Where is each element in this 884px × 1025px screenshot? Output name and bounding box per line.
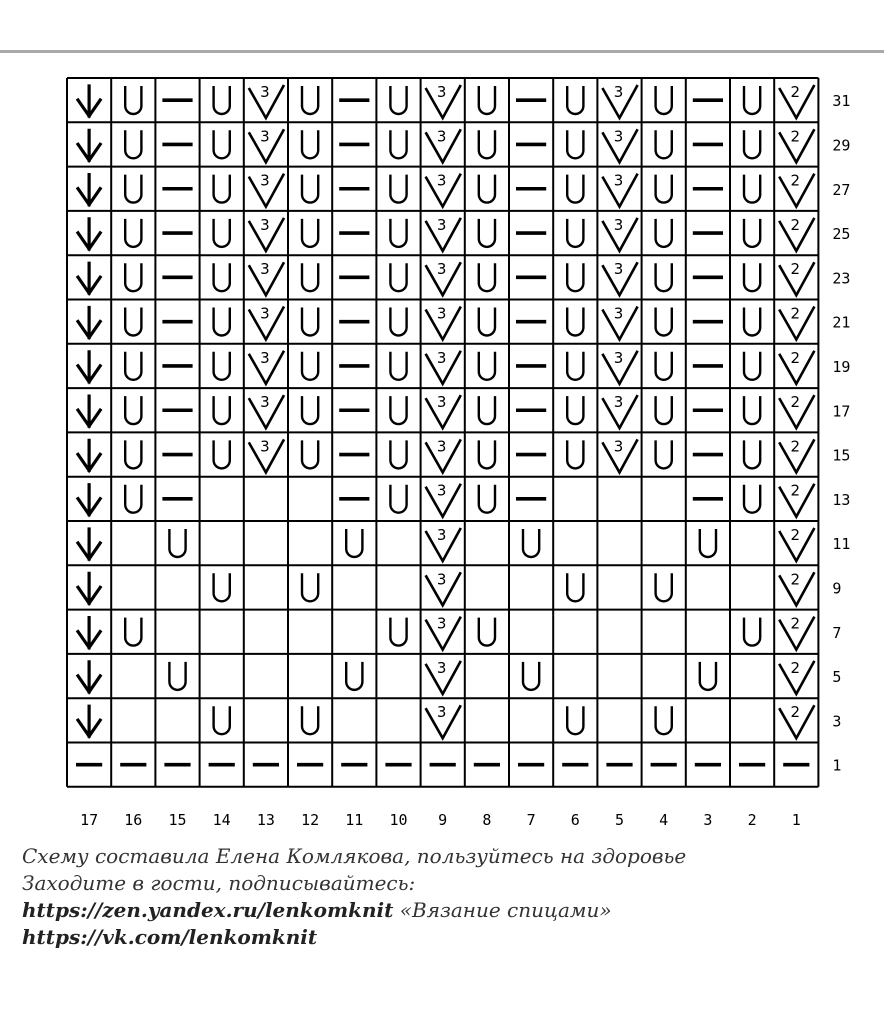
yarn-over-symbol bbox=[214, 86, 230, 114]
row-label: 7 bbox=[832, 623, 842, 642]
yarn-over-symbol bbox=[125, 618, 141, 646]
yarn-over-symbol bbox=[390, 352, 406, 380]
yarn-over-symbol bbox=[656, 573, 672, 601]
decrease-three-number: 3 bbox=[436, 215, 447, 234]
yarn-over-symbol bbox=[479, 618, 495, 646]
caption-zen-line bbox=[22, 897, 872, 924]
yarn-over-symbol bbox=[656, 86, 672, 114]
decrease-three-number: 3 bbox=[436, 260, 447, 279]
yarn-over-symbol bbox=[302, 130, 318, 158]
yarn-over-symbol bbox=[700, 529, 716, 557]
decrease-three-number: 3 bbox=[260, 348, 270, 367]
yarn-over-symbol bbox=[744, 352, 760, 380]
row-label: 23 bbox=[832, 269, 851, 288]
yarn-over-symbol bbox=[567, 706, 583, 734]
column-label: 11 bbox=[345, 810, 364, 829]
decrease-two-number: 2 bbox=[790, 570, 801, 589]
decrease-three-number: 3 bbox=[436, 304, 447, 323]
yarn-over-symbol bbox=[700, 662, 716, 690]
yarn-over-symbol bbox=[125, 86, 141, 114]
yarn-over-symbol bbox=[302, 263, 318, 291]
yarn-over-symbol bbox=[479, 86, 495, 114]
chart-symbols bbox=[76, 83, 814, 765]
yarn-over-symbol bbox=[125, 396, 141, 424]
caption-author-line: Схему составила Елена Комлякова, пользуйтесь на здоровье bbox=[22, 844, 687, 868]
decrease-three-number: 3 bbox=[260, 393, 270, 412]
yarn-over-symbol bbox=[479, 308, 495, 336]
yarn-over-symbol bbox=[567, 175, 583, 203]
row-label: 15 bbox=[832, 446, 851, 465]
yarn-over-symbol bbox=[744, 618, 760, 646]
slip-arrow-icon bbox=[78, 263, 100, 293]
column-label: 6 bbox=[570, 810, 580, 829]
yarn-over-symbol bbox=[656, 352, 672, 380]
vk-link[interactable]: https://vk.com/lenkomknit bbox=[22, 925, 318, 949]
decrease-three-number: 3 bbox=[436, 393, 447, 412]
yarn-over-symbol bbox=[567, 219, 583, 247]
column-label: 14 bbox=[212, 810, 231, 829]
yarn-over-symbol bbox=[390, 485, 406, 513]
yarn-over-symbol bbox=[744, 219, 760, 247]
yarn-over-symbol bbox=[479, 352, 495, 380]
slip-arrow-icon bbox=[78, 440, 100, 470]
row-label: 9 bbox=[832, 579, 842, 598]
yarn-over-symbol bbox=[125, 485, 141, 513]
decrease-three-number: 3 bbox=[436, 614, 447, 633]
slip-arrow-icon bbox=[78, 396, 100, 426]
decrease-two-number: 2 bbox=[790, 171, 801, 190]
zen-link[interactable]: https://zen.yandex.ru/lenkomknit bbox=[22, 898, 394, 922]
yarn-over-symbol bbox=[346, 529, 362, 557]
yarn-over-symbol bbox=[479, 396, 495, 424]
column-label: 7 bbox=[526, 810, 536, 829]
decrease-three-number: 3 bbox=[260, 437, 270, 456]
yarn-over-symbol bbox=[214, 352, 230, 380]
yarn-over-symbol bbox=[214, 308, 230, 336]
decrease-three-number: 3 bbox=[613, 348, 624, 367]
yarn-over-symbol bbox=[656, 219, 672, 247]
yarn-over-symbol bbox=[656, 706, 672, 734]
row-label: 13 bbox=[832, 490, 851, 509]
yarn-over-symbol bbox=[390, 86, 406, 114]
slip-arrow-icon bbox=[78, 219, 100, 249]
yarn-over-symbol bbox=[656, 175, 672, 203]
yarn-over-symbol bbox=[214, 130, 230, 158]
yarn-over-symbol bbox=[567, 352, 583, 380]
slip-arrow-icon bbox=[78, 662, 100, 692]
yarn-over-symbol bbox=[125, 440, 141, 468]
column-label: 10 bbox=[389, 810, 408, 829]
decrease-three-number: 3 bbox=[436, 703, 447, 722]
yarn-over-symbol bbox=[214, 219, 230, 247]
slip-arrow-icon bbox=[78, 706, 100, 736]
yarn-over-symbol bbox=[656, 440, 672, 468]
decrease-three-number: 3 bbox=[260, 171, 270, 190]
yarn-over-symbol bbox=[302, 706, 318, 734]
decrease-three-number: 3 bbox=[436, 348, 447, 367]
yarn-over-symbol bbox=[390, 130, 406, 158]
yarn-over-symbol bbox=[523, 662, 539, 690]
row-label: 31 bbox=[832, 92, 851, 111]
yarn-over-symbol bbox=[479, 440, 495, 468]
column-label: 17 bbox=[80, 810, 99, 829]
yarn-over-symbol bbox=[656, 130, 672, 158]
yarn-over-symbol bbox=[169, 529, 185, 557]
decrease-three-number: 3 bbox=[613, 304, 624, 323]
yarn-over-symbol bbox=[744, 440, 760, 468]
row-label: 1 bbox=[832, 756, 842, 775]
decrease-three-number: 3 bbox=[436, 658, 447, 677]
yarn-over-symbol bbox=[567, 86, 583, 114]
decrease-three-number: 3 bbox=[436, 83, 447, 101]
decrease-three-number: 3 bbox=[613, 393, 624, 412]
yarn-over-symbol bbox=[656, 308, 672, 336]
row-label: 27 bbox=[832, 180, 851, 199]
decrease-two-number: 2 bbox=[790, 83, 801, 101]
yarn-over-symbol bbox=[214, 263, 230, 291]
yarn-over-symbol bbox=[567, 573, 583, 601]
decrease-three-number: 3 bbox=[613, 83, 624, 101]
yarn-over-symbol bbox=[744, 485, 760, 513]
row-label: 25 bbox=[832, 225, 851, 244]
slip-arrow-icon bbox=[78, 529, 100, 559]
slip-arrow-icon bbox=[78, 86, 100, 116]
yarn-over-symbol bbox=[567, 263, 583, 291]
yarn-over-symbol bbox=[214, 440, 230, 468]
column-label: 8 bbox=[482, 810, 492, 829]
column-label: 5 bbox=[614, 810, 625, 829]
yarn-over-symbol bbox=[744, 130, 760, 158]
slip-arrow-icon bbox=[78, 485, 100, 515]
decrease-three-number: 3 bbox=[613, 171, 624, 190]
decrease-three-number: 3 bbox=[613, 437, 624, 456]
yarn-over-symbol bbox=[390, 308, 406, 336]
decrease-three-number: 3 bbox=[260, 260, 270, 279]
zen-channel-name: «Вязание спицами» bbox=[393, 898, 612, 922]
yarn-over-symbol bbox=[169, 662, 185, 690]
yarn-over-symbol bbox=[125, 308, 141, 336]
column-label: 13 bbox=[256, 810, 275, 829]
yarn-over-symbol bbox=[302, 396, 318, 424]
decrease-two-number: 2 bbox=[790, 215, 801, 234]
decrease-three-number: 3 bbox=[260, 215, 270, 234]
decrease-three-number: 3 bbox=[613, 127, 624, 146]
yarn-over-symbol bbox=[567, 308, 583, 336]
caption-invite-line: Заходите в гости, подписывайтесь: bbox=[22, 871, 416, 895]
yarn-over-symbol bbox=[302, 352, 318, 380]
yarn-over-symbol bbox=[567, 130, 583, 158]
decrease-three-number: 3 bbox=[436, 171, 447, 190]
yarn-over-symbol bbox=[479, 263, 495, 291]
yarn-over-symbol bbox=[744, 86, 760, 114]
yarn-over-symbol bbox=[523, 529, 539, 557]
column-label: 16 bbox=[124, 810, 143, 829]
slip-arrow-icon bbox=[78, 618, 100, 648]
yarn-over-symbol bbox=[744, 175, 760, 203]
row-label: 21 bbox=[832, 313, 851, 332]
yarn-over-symbol bbox=[567, 396, 583, 424]
yarn-over-symbol bbox=[302, 219, 318, 247]
decrease-two-number: 2 bbox=[790, 703, 801, 722]
yarn-over-symbol bbox=[390, 263, 406, 291]
column-label: 9 bbox=[438, 810, 448, 829]
yarn-over-symbol bbox=[656, 396, 672, 424]
decrease-two-number: 2 bbox=[790, 393, 801, 412]
yarn-over-symbol bbox=[744, 396, 760, 424]
decrease-two-number: 2 bbox=[790, 127, 801, 146]
slip-arrow-icon bbox=[78, 573, 100, 603]
decrease-two-number: 2 bbox=[790, 348, 801, 367]
yarn-over-symbol bbox=[567, 440, 583, 468]
row-labels bbox=[832, 92, 850, 775]
decrease-two-number: 2 bbox=[790, 614, 801, 633]
decrease-three-number: 3 bbox=[260, 304, 270, 323]
decrease-three-number: 3 bbox=[613, 260, 624, 279]
decrease-three-number: 3 bbox=[260, 127, 270, 146]
yarn-over-symbol bbox=[390, 219, 406, 247]
decrease-three-number: 3 bbox=[613, 215, 624, 234]
yarn-over-symbol bbox=[390, 175, 406, 203]
yarn-over-symbol bbox=[390, 440, 406, 468]
yarn-over-symbol bbox=[479, 219, 495, 247]
yarn-over-symbol bbox=[479, 485, 495, 513]
yarn-over-symbol bbox=[125, 219, 141, 247]
yarn-over-symbol bbox=[302, 175, 318, 203]
decrease-three-number: 3 bbox=[436, 437, 447, 456]
yarn-over-symbol bbox=[744, 308, 760, 336]
yarn-over-symbol bbox=[214, 573, 230, 601]
yarn-over-symbol bbox=[125, 175, 141, 203]
row-label: 3 bbox=[832, 712, 842, 731]
yarn-over-symbol bbox=[744, 263, 760, 291]
row-label: 11 bbox=[832, 535, 851, 554]
slip-arrow-icon bbox=[78, 352, 100, 382]
yarn-over-symbol bbox=[302, 86, 318, 114]
decrease-two-number: 2 bbox=[790, 437, 801, 456]
slip-arrow-icon bbox=[78, 308, 100, 338]
yarn-over-symbol bbox=[479, 130, 495, 158]
yarn-over-symbol bbox=[346, 662, 362, 690]
column-label: 4 bbox=[659, 810, 669, 829]
yarn-over-symbol bbox=[479, 175, 495, 203]
decrease-two-number: 2 bbox=[790, 658, 801, 677]
row-label: 17 bbox=[832, 402, 851, 421]
yarn-over-symbol bbox=[390, 618, 406, 646]
slip-arrow-icon bbox=[78, 130, 100, 160]
decrease-three-number: 3 bbox=[260, 83, 270, 101]
decrease-two-number: 2 bbox=[790, 260, 801, 279]
yarn-over-symbol bbox=[302, 440, 318, 468]
decrease-three-number: 3 bbox=[436, 570, 447, 589]
yarn-over-symbol bbox=[656, 263, 672, 291]
yarn-over-symbol bbox=[302, 308, 318, 336]
yarn-over-symbol bbox=[214, 706, 230, 734]
decrease-two-number: 2 bbox=[790, 481, 801, 500]
column-label: 1 bbox=[791, 810, 801, 829]
yarn-over-symbol bbox=[125, 130, 141, 158]
column-label: 12 bbox=[301, 810, 320, 829]
decrease-three-number: 3 bbox=[436, 127, 447, 146]
yarn-over-symbol bbox=[125, 352, 141, 380]
yarn-over-symbol bbox=[302, 573, 318, 601]
row-label: 5 bbox=[832, 668, 842, 687]
row-label: 19 bbox=[832, 357, 851, 376]
caption-block bbox=[22, 843, 872, 951]
yarn-over-symbol bbox=[125, 263, 141, 291]
column-label: 15 bbox=[168, 810, 187, 829]
row-label: 29 bbox=[832, 136, 851, 155]
column-labels bbox=[80, 811, 801, 829]
decrease-three-number: 3 bbox=[436, 481, 447, 500]
decrease-three-number: 3 bbox=[436, 526, 447, 544]
decrease-two-number: 2 bbox=[790, 526, 801, 544]
yarn-over-symbol bbox=[390, 396, 406, 424]
column-label: 2 bbox=[747, 810, 757, 829]
slip-arrow-icon bbox=[78, 175, 100, 205]
yarn-over-symbol bbox=[214, 175, 230, 203]
decrease-two-number: 2 bbox=[790, 304, 801, 323]
column-label: 3 bbox=[703, 810, 713, 829]
yarn-over-symbol bbox=[214, 396, 230, 424]
